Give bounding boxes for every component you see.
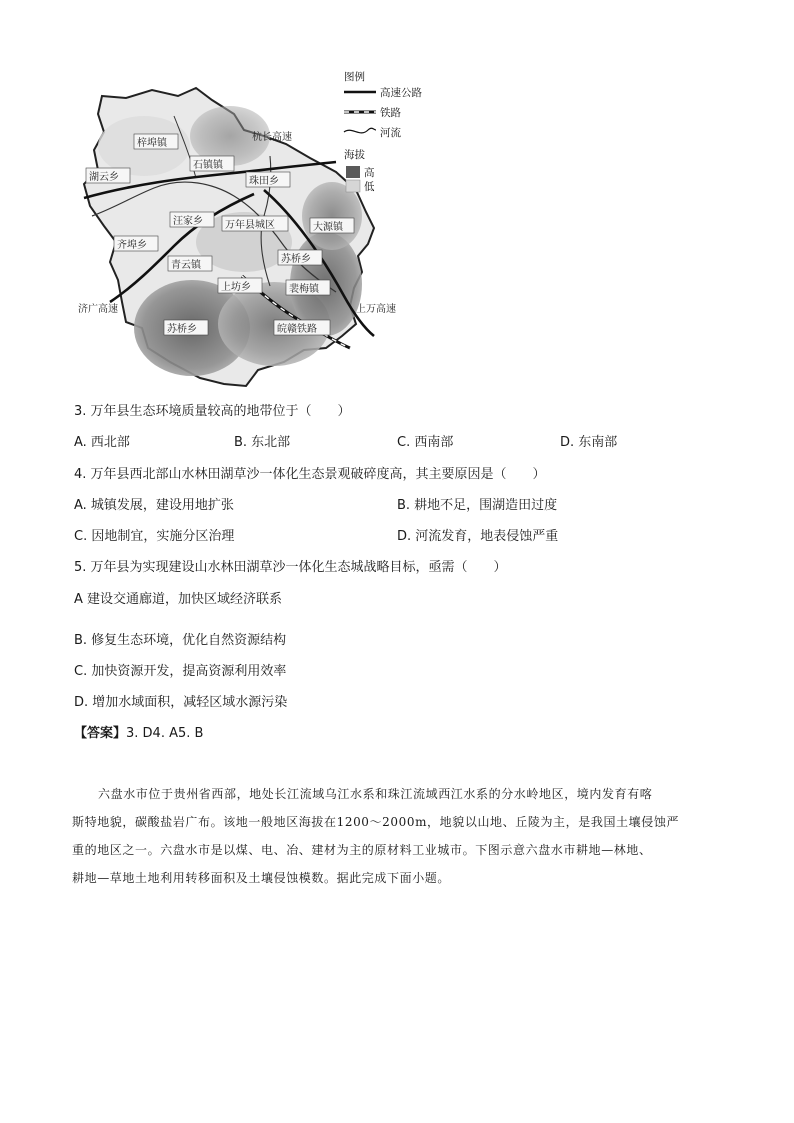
label-shizhen <box>190 156 234 171</box>
legend-river-label: 河流 <box>380 127 401 139</box>
svg-text:济广高速: 济广高速 <box>78 304 118 315</box>
label-qibu <box>114 236 158 251</box>
paragraph-line: 耕地—草地土地利用转移面积及土壤侵蚀模数。据此完成下面小题。 <box>72 871 451 885</box>
svg-text:珠田乡: 珠田乡 <box>249 176 279 187</box>
label-wannianqu <box>222 216 288 231</box>
label-dayuan <box>310 218 354 233</box>
q4-option-a: A. 城镇发展，建设用地扩张 <box>74 498 234 513</box>
svg-text:上万高速: 上万高速 <box>356 304 396 315</box>
q5-option-b: B. 修复生态环境，优化自然资源结构 <box>74 633 287 648</box>
legend-title: 图例 <box>344 71 365 83</box>
paragraph-line: 重的地区之一。六盘水市是以煤、电、冶、建材为主的原材料工业城市。下图示意六盘水市耕地—林地、 <box>72 843 652 857</box>
svg-text:上坊乡: 上坊乡 <box>221 282 251 293</box>
q5-option-a: A 建设交通廊道，加快区域经济联系 <box>74 592 283 607</box>
intro-paragraph <box>72 780 722 892</box>
legend-high-swatch <box>346 166 360 178</box>
legend-railway-label: 铁路 <box>380 107 401 119</box>
label-jiguang <box>78 302 118 315</box>
answer-text: 3. D4. A5. B <box>126 726 204 741</box>
label-qingyun <box>168 256 212 271</box>
q4-option-b: B. 耕地不足，围湖造田过度 <box>397 498 558 513</box>
legend-river-swatch <box>344 128 376 133</box>
label-wangjia <box>170 212 214 227</box>
legend-low-swatch <box>346 180 360 192</box>
label-zizhen <box>134 134 178 149</box>
legend-low-label: 低 <box>364 181 375 193</box>
label-shangfang <box>218 278 262 293</box>
q3-option-b: B. 东北部 <box>234 435 291 450</box>
question-4: 4. 万年县西北部山水林田湖草沙一体化生态景观破碎度高，其主要原因是（ ） <box>74 467 546 482</box>
map-legend <box>344 70 422 193</box>
svg-text:苏桥乡: 苏桥乡 <box>281 254 311 265</box>
svg-text:苏桥乡: 苏桥乡 <box>167 324 197 335</box>
svg-text:杭长高速: 杭长高速 <box>252 132 292 143</box>
q4-option-c: C. 因地制宜，实施分区治理 <box>74 529 235 544</box>
svg-text:汪家乡: 汪家乡 <box>173 216 203 227</box>
question-3: 3. 万年县生态环境质量较高的地带位于（ ） <box>74 404 351 419</box>
label-shangwan <box>356 302 396 315</box>
label-peimei <box>286 280 330 295</box>
svg-text:万年县城区: 万年县城区 <box>225 220 275 231</box>
svg-text:青云镇: 青云镇 <box>171 260 201 271</box>
paragraph-line: 斯特地貌，碳酸盐岩广布。该地一般地区海拔在1200～2000m，地貌以山地、丘陵为主，是我国土壤侵蚀严 <box>72 815 680 829</box>
svg-text:梓埠镇: 梓埠镇 <box>137 138 167 149</box>
answer-label: 【答案】 <box>74 726 127 741</box>
label-sheqiao <box>164 320 208 335</box>
q5-option-d: D. 增加水域面积，减轻区域水源污染 <box>74 695 288 710</box>
svg-text:湖云乡: 湖云乡 <box>89 172 119 183</box>
paragraph-line: 六盘水市位于贵州省西部，地处长江流域乌江水系和珠江流域西江水系的分水岭地区，境内发育有喀 <box>98 787 653 801</box>
svg-text:皖赣铁路: 皖赣铁路 <box>277 324 317 335</box>
q4-option-d: D. 河流发育，地表侵蚀严重 <box>397 529 559 544</box>
svg-text:大源镇: 大源镇 <box>313 222 343 233</box>
svg-text:石镇镇: 石镇镇 <box>193 160 223 171</box>
q5-option-c: C. 加快资源开发，提高资源利用效率 <box>74 664 287 679</box>
label-suqiao-east <box>278 250 322 265</box>
label-wangan <box>274 320 330 335</box>
question-5: 5. 万年县为实现建设山水林田湖草沙一体化生态城战略目标，亟需（ ） <box>74 560 507 575</box>
svg-text:齐埠乡: 齐埠乡 <box>117 240 147 251</box>
label-zhutian <box>246 172 290 187</box>
q3-option-c: C. 西南部 <box>397 435 454 450</box>
legend-high-label: 高 <box>364 167 375 179</box>
label-hangchang <box>252 130 292 143</box>
answer-line <box>74 722 203 741</box>
svg-text:裴梅镇: 裴梅镇 <box>289 284 319 295</box>
q3-option-a: A. 西北部 <box>74 435 130 450</box>
label-huyun <box>86 168 130 183</box>
q3-option-d: D. 东南部 <box>560 435 618 450</box>
legend-highway-label: 高速公路 <box>380 87 422 99</box>
legend-elevation-label: 海拔 <box>344 149 365 161</box>
county-map <box>74 66 444 396</box>
